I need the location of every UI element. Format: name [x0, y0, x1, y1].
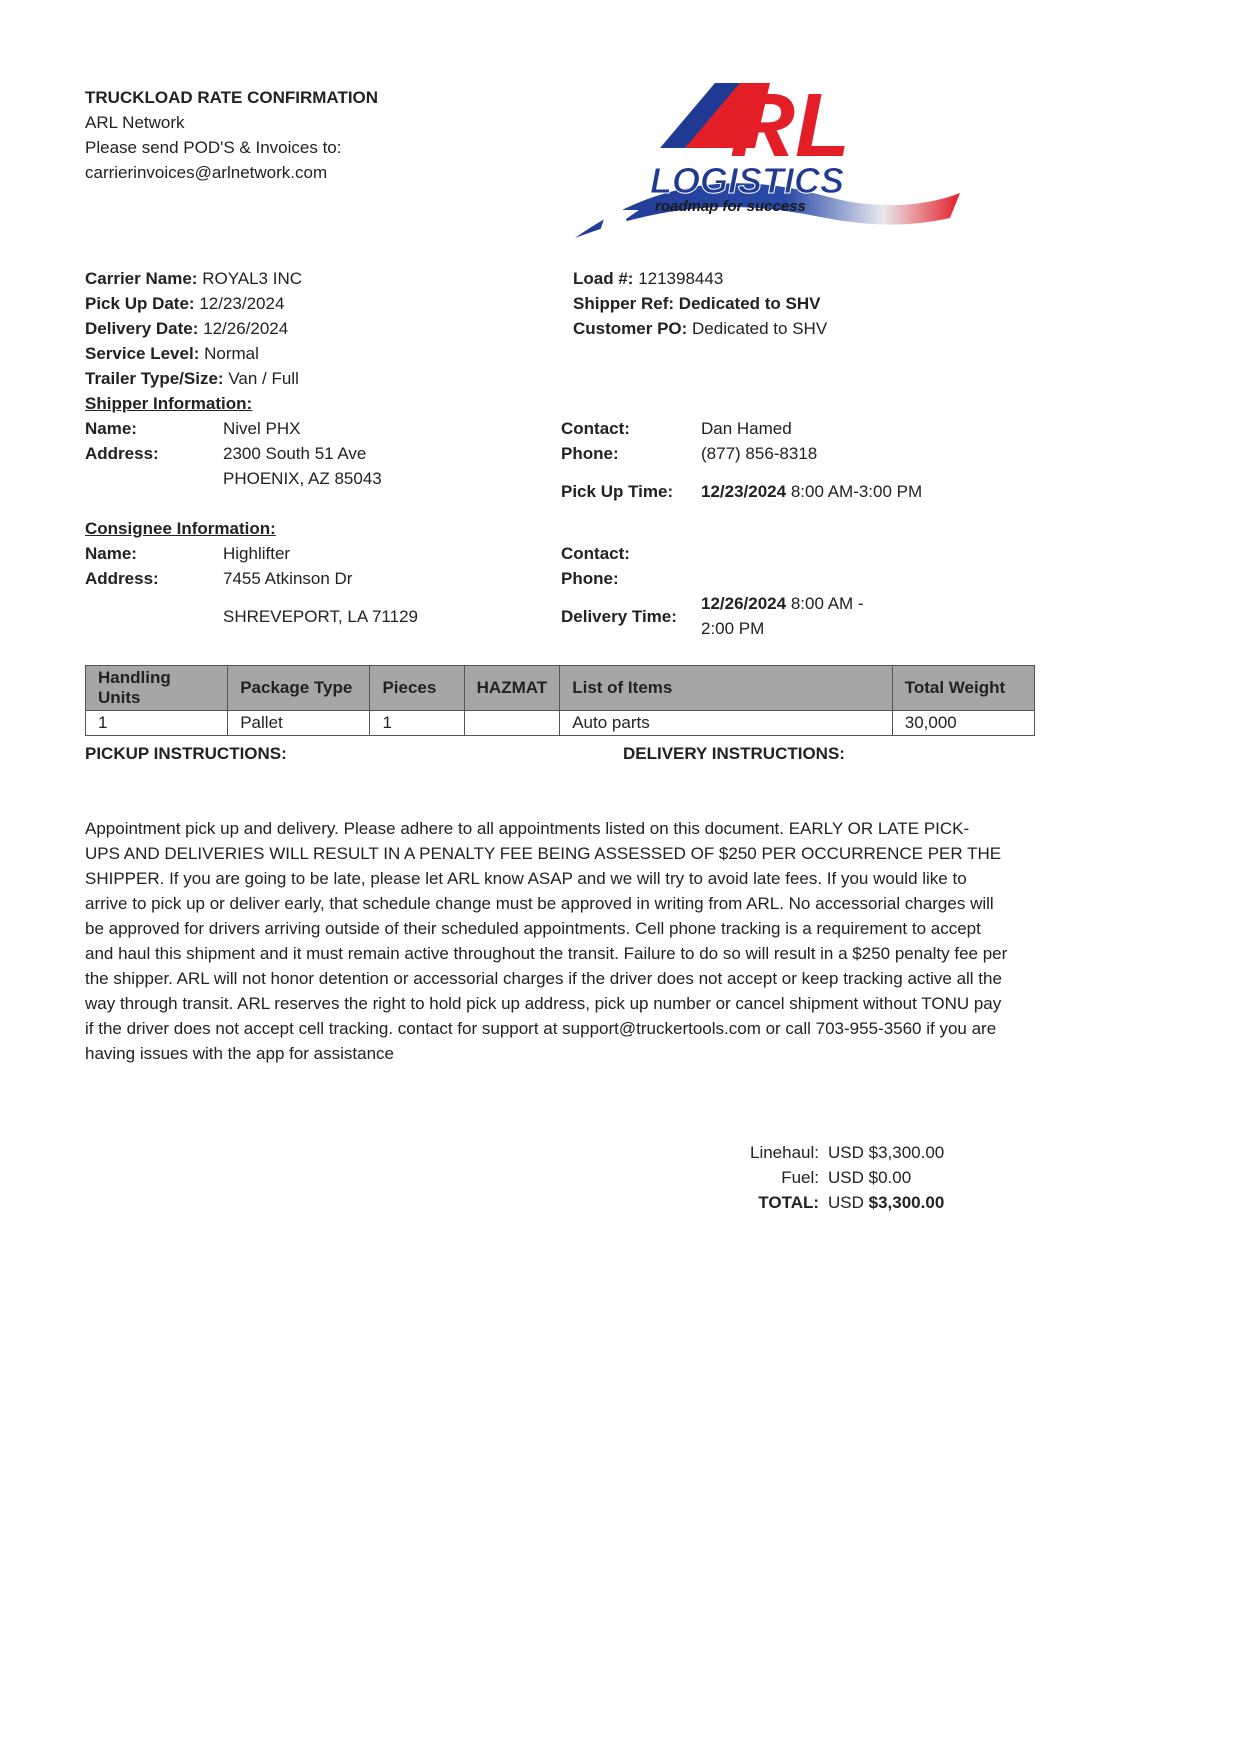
consignee-name-value: Highlifter — [223, 544, 291, 563]
cell-hazmat — [464, 711, 560, 736]
header-block — [85, 85, 378, 185]
logo-rl-text: RL — [730, 78, 850, 176]
trailer-label: Trailer Type/Size: — [85, 369, 224, 388]
totals-row-total — [750, 1190, 944, 1215]
consignee-phone-label: Phone: — [561, 569, 619, 588]
total-label: TOTAL: — [758, 1193, 820, 1212]
instructions-line: arrive to pick up or deliver early, that schedule change must be approved in writing from ARL. No accessorial charges will — [85, 894, 994, 913]
shipper-ref-value: Dedicated to SHV — [678, 294, 821, 313]
instructions-line: UPS AND DELIVERIES WILL RESULT IN A PENALTY FEE BEING ASSESSED OF $250 PER OCCURRENCE PER THE — [85, 844, 1002, 863]
consignee-name-label: Name: — [85, 544, 137, 563]
table-row — [86, 711, 1035, 736]
total-currency: USD — [828, 1193, 869, 1212]
delivery-time-range-1: 8:00 AM - — [786, 594, 864, 613]
carrier-value: ROYAL3 INC — [202, 269, 303, 288]
logo-tagline: roadmap for success — [655, 198, 806, 215]
delivery-time-label: Delivery Time: — [561, 607, 677, 626]
shipper-phone-label: Phone: — [561, 444, 619, 463]
cell-pieces: 1 — [370, 711, 464, 736]
company-name: ARL Network — [85, 113, 185, 132]
pickup-time-label: Pick Up Time: — [561, 482, 674, 501]
delivery-time-range-2: 2:00 PM — [701, 619, 765, 638]
instructions-line: having issues with the app for assistance — [85, 1044, 395, 1063]
customer-po-label: Customer PO: — [573, 319, 688, 338]
consignee-address-label: Address: — [85, 569, 159, 588]
pickup-instructions-label: PICKUP INSTRUCTIONS: — [85, 744, 287, 763]
cell-handling-units: 1 — [86, 711, 228, 736]
logo-logistics-text: LOGISTICS — [650, 160, 845, 201]
shipper-address-line1: 2300 South 51 Ave — [223, 444, 367, 463]
consignee-contact-label: Contact: — [561, 544, 630, 563]
consignee-heading: Consignee Information: — [85, 519, 276, 538]
service-level-value: Normal — [204, 344, 259, 363]
arl-logo-graphic — [565, 78, 965, 248]
instructions-line: way through transit. ARL reserves the right to hold pick up address, pick up number or cancel shipment without TONU pay — [85, 994, 1002, 1013]
delivery-date-value: 12/26/2024 — [203, 319, 289, 338]
consignee-address-line1: 7455 Atkinson Dr — [223, 569, 353, 588]
pickup-date-value: 12/23/2024 — [199, 294, 285, 313]
invoice-email[interactable]: carrierinvoices@arlnetwork.com — [85, 163, 328, 182]
col-list-of-items: List of Items — [560, 666, 893, 711]
shipper-address — [223, 441, 382, 491]
fuel-value: USD $0.00 — [828, 1168, 912, 1187]
delivery-instructions-label: DELIVERY INSTRUCTIONS: — [623, 744, 845, 763]
totals-table — [750, 1140, 944, 1215]
cell-list-of-items: Auto parts — [560, 711, 893, 736]
summary-right — [573, 266, 827, 341]
instructions-line: if the driver does not accept cell tracking. contact for support at support@truckertools.com or call 703-955-3560 if you are — [85, 1019, 997, 1038]
shipper-phone-value: (877) 856-8318 — [701, 444, 818, 463]
items-table-header — [86, 666, 1035, 711]
cell-package-type: Pallet — [228, 711, 370, 736]
total-value — [828, 1190, 944, 1215]
shipper-name-label: Name: — [85, 419, 137, 438]
trailer-value: Van / Full — [228, 369, 299, 388]
totals-row-fuel — [750, 1165, 944, 1190]
items-table — [85, 665, 1035, 736]
send-instruction: Please send POD'S & Invoices to: — [85, 138, 342, 157]
arl-logo — [565, 78, 965, 248]
document-title: TRUCKLOAD RATE CONFIRMATION — [85, 88, 379, 107]
shipper-ref-label: Shipper Ref: — [573, 294, 675, 313]
total-amount: $3,300.00 — [868, 1193, 945, 1212]
shipper-contact-value: Dan Hamed — [701, 419, 792, 438]
delivery-time-value — [701, 591, 864, 641]
instructions-line: be approved for drivers arriving outside of their scheduled appointments. Cell phone tracking is a requirement to accept — [85, 919, 981, 938]
col-handling-units: Handling Units — [86, 666, 228, 711]
instructions-line: the shipper. ARL will not honor detention or accessorial charges if the driver does not accept or keep tracking active all the — [85, 969, 1002, 988]
shipper-name-value: Nivel PHX — [223, 419, 301, 438]
fuel-label: Fuel: — [781, 1168, 820, 1187]
linehaul-value: USD $3,300.00 — [828, 1143, 945, 1162]
delivery-time-date: 12/26/2024 — [701, 594, 787, 613]
pickup-date-label: Pick Up Date: — [85, 294, 195, 313]
instructions-line: Appointment pick up and delivery. Please adhere to all appointments listed on this document. EARLY OR LATE PICK- — [85, 819, 970, 838]
instructions-line: SHIPPER. If you are going to be late, please let ARL know ASAP and we will try to avoid late fees. If you would like to — [85, 869, 967, 888]
linehaul-label: Linehaul: — [750, 1143, 820, 1162]
pickup-time-date: 12/23/2024 — [701, 482, 787, 501]
service-level-label: Service Level: — [85, 344, 200, 363]
consignee-address-line2: SHREVEPORT, LA 71129 — [223, 607, 418, 626]
totals-row-linehaul — [750, 1140, 944, 1165]
shipper-address-line2: PHOENIX, AZ 85043 — [223, 469, 382, 488]
shipper-contact-label: Contact: — [561, 419, 630, 438]
instructions-paragraph — [85, 816, 1040, 1066]
delivery-date-label: Delivery Date: — [85, 319, 199, 338]
col-package-type: Package Type — [228, 666, 370, 711]
instructions-line: and haul this shipment and it must remain active throughout the transit. Failure to do so will result in a $250 penalty fee per — [85, 944, 1008, 963]
shipper-address-label: Address: — [85, 444, 159, 463]
load-value: 121398443 — [638, 269, 724, 288]
carrier-label: Carrier Name: — [85, 269, 198, 288]
col-total-weight: Total Weight — [892, 666, 1034, 711]
customer-po-value: Dedicated to SHV — [692, 319, 828, 338]
col-hazmat: HAZMAT — [464, 666, 560, 711]
pickup-time-range: 8:00 AM-3:00 PM — [786, 482, 923, 501]
load-label: Load #: — [573, 269, 634, 288]
summary-left — [85, 266, 302, 391]
col-pieces: Pieces — [370, 666, 464, 711]
shipper-heading: Shipper Information: — [85, 394, 253, 413]
pickup-time-value — [701, 479, 922, 504]
cell-total-weight: 30,000 — [892, 711, 1034, 736]
